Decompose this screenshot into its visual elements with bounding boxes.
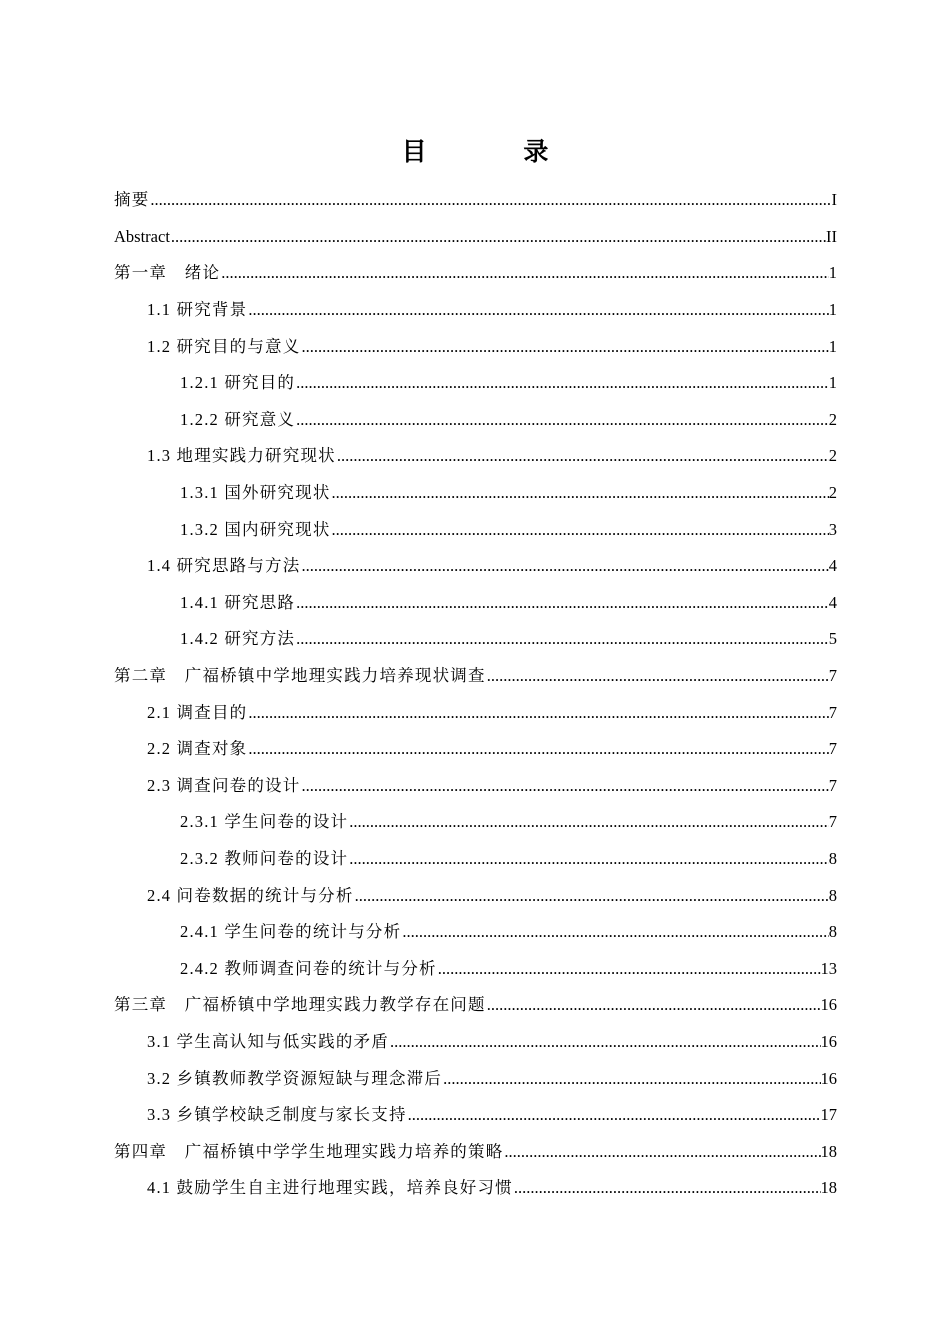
- toc-entry-page-number: 8: [828, 922, 837, 942]
- toc-entry-page-number: 17: [820, 1105, 837, 1125]
- toc-entry-label: 3.3 乡镇学校缺乏制度与家长支持: [147, 1105, 407, 1125]
- toc-entry[interactable]: [0, 292, 950, 329]
- toc-entry-page-number: 7: [828, 666, 837, 686]
- toc-entry[interactable]: [0, 987, 950, 1024]
- toc-dot-leader: [248, 300, 828, 320]
- toc-entry-label: 第三章 广福桥镇中学地理实践力教学存在问题: [114, 995, 486, 1015]
- toc-entry[interactable]: [0, 402, 950, 439]
- toc-entry[interactable]: [0, 219, 950, 256]
- toc-dot-leader: [301, 337, 828, 357]
- toc-entry[interactable]: [0, 1097, 950, 1134]
- toc-dot-leader: [504, 1142, 820, 1162]
- toc-entry-page-number: 2: [828, 483, 837, 503]
- toc-entry-page-number: II: [826, 226, 837, 246]
- toc-entry-page-number: 7: [828, 702, 837, 722]
- toc-dot-leader: [296, 629, 829, 649]
- toc-dot-leader: [349, 812, 829, 832]
- toc-entry[interactable]: [0, 804, 950, 841]
- toc-entry-label: 3.2 乡镇教师教学资源短缺与理念滞后: [147, 1068, 443, 1088]
- toc-entry-page-number: 1: [828, 263, 837, 283]
- toc-entry-page-number: 2: [828, 409, 837, 429]
- toc-entry[interactable]: [0, 658, 950, 695]
- toc-entry-page-number: 13: [820, 958, 837, 978]
- toc-dot-leader: [487, 666, 829, 686]
- toc-entry-page-number: 18: [820, 1141, 837, 1161]
- toc-dot-leader: [296, 593, 829, 613]
- toc-dot-leader: [402, 922, 828, 942]
- toc-entry-label: 2.1 调查目的: [147, 702, 248, 722]
- toc-dot-leader: [349, 849, 829, 869]
- toc-entry[interactable]: [0, 255, 950, 292]
- toc-entry-page-number: 7: [828, 775, 837, 795]
- toc-entry[interactable]: [0, 182, 950, 219]
- toc-dot-leader: [301, 556, 828, 576]
- toc-entry[interactable]: [0, 585, 950, 622]
- toc-dot-leader: [487, 995, 821, 1015]
- toc-entry[interactable]: [0, 731, 950, 768]
- toc-title: 目 录: [401, 137, 593, 166]
- toc-entry-label: 2.4.2 教师调查问卷的统计与分析: [180, 958, 437, 978]
- toc-entry-label: 2.3.2 教师问卷的设计: [180, 848, 349, 868]
- toc-entry-label: 1.3.2 国内研究现状: [180, 519, 331, 539]
- toc-dot-leader: [438, 959, 821, 979]
- toc-dot-leader: [248, 703, 828, 723]
- toc-entry-label: 2.4.1 学生问卷的统计与分析: [180, 922, 402, 942]
- toc-entry-label: 1.2 研究目的与意义: [147, 336, 301, 356]
- toc-entry[interactable]: [0, 511, 950, 548]
- toc-entry-page-number: 7: [828, 739, 837, 759]
- toc-entry[interactable]: [0, 621, 950, 658]
- toc-entry-label: 2.3 调查问卷的设计: [147, 775, 301, 795]
- toc-entry-page-number: 16: [820, 995, 837, 1015]
- toc-entry[interactable]: [0, 841, 950, 878]
- toc-entry[interactable]: [0, 365, 950, 402]
- toc-entry-page-number: 1: [828, 300, 837, 320]
- toc-entry-page-number: 4: [828, 592, 837, 612]
- toc-entry[interactable]: [0, 1133, 950, 1170]
- toc-entry-page-number: I: [831, 190, 837, 210]
- toc-entry[interactable]: [0, 768, 950, 805]
- toc-entry-label: 1.1 研究背景: [147, 300, 248, 320]
- toc-entry[interactable]: [0, 1060, 950, 1097]
- toc-dot-leader: [221, 263, 829, 283]
- toc-entry-page-number: 3: [828, 519, 837, 539]
- toc-dot-leader: [514, 1178, 821, 1198]
- toc-dot-leader: [150, 190, 831, 210]
- toc-entry-label: 1.3 地理实践力研究现状: [147, 446, 336, 466]
- toc-entry-page-number: 7: [828, 812, 837, 832]
- toc-dot-leader: [296, 373, 829, 393]
- toc-entry-label: 1.2.1 研究目的: [180, 373, 296, 393]
- toc-dot-leader: [171, 227, 826, 247]
- toc-entry[interactable]: [0, 877, 950, 914]
- toc-entry[interactable]: [0, 438, 950, 475]
- toc-entry-page-number: 16: [820, 1068, 837, 1088]
- toc-entry-label: 1.2.2 研究意义: [180, 409, 296, 429]
- toc-entry[interactable]: [0, 1024, 950, 1061]
- toc-dot-leader: [408, 1105, 821, 1125]
- toc-dot-leader: [332, 520, 829, 540]
- toc-dot-leader: [355, 886, 829, 906]
- toc-dot-leader: [248, 739, 828, 759]
- toc-entry-label: 1.3.1 国外研究现状: [180, 483, 331, 503]
- toc-entry-page-number: 1: [828, 373, 837, 393]
- toc-entry[interactable]: [0, 475, 950, 512]
- toc-entry-label: 2.2 调查对象: [147, 739, 248, 759]
- toc-entry[interactable]: [0, 328, 950, 365]
- toc-entry-label: 1.4.2 研究方法: [180, 629, 296, 649]
- toc-entry-page-number: 1: [828, 336, 837, 356]
- toc-entry-label: 1.4.1 研究思路: [180, 592, 296, 612]
- toc-entry[interactable]: [0, 1170, 950, 1207]
- toc-entry[interactable]: [0, 914, 950, 951]
- toc-entry[interactable]: [0, 548, 950, 585]
- toc-entry-label: 2.3.1 学生问卷的设计: [180, 812, 349, 832]
- toc-entry-label: 摘要: [114, 190, 150, 210]
- toc-entry-label: 4.1 鼓励学生自主进行地理实践，培养良好习惯: [147, 1178, 513, 1198]
- toc-entry-page-number: 8: [828, 885, 837, 905]
- toc-entry-page-number: 8: [828, 848, 837, 868]
- toc-entry-label: 第一章 绪论: [114, 263, 221, 283]
- toc-entry-label: Abstract: [114, 226, 170, 246]
- toc-entry-page-number: 16: [820, 1031, 837, 1051]
- toc-dot-leader: [332, 483, 829, 503]
- toc-dot-leader: [337, 446, 829, 466]
- toc-entry-page-number: 4: [828, 556, 837, 576]
- toc-entry-page-number: 2: [828, 446, 837, 466]
- toc-entry[interactable]: [0, 694, 950, 731]
- toc-entry-label: 1.4 研究思路与方法: [147, 556, 301, 576]
- toc-entry-label: 第四章 广福桥镇中学学生地理实践力培养的策略: [114, 1141, 504, 1161]
- toc-entry-page-number: 5: [828, 629, 837, 649]
- toc-dot-leader: [296, 410, 829, 430]
- toc-entry-label: 第二章 广福桥镇中学地理实践力培养现状调查: [114, 666, 486, 686]
- toc-dot-leader: [443, 1069, 820, 1089]
- toc-entry-label: 2.4 问卷数据的统计与分析: [147, 885, 354, 905]
- toc-entry-label: 3.1 学生高认知与低实践的矛盾: [147, 1031, 389, 1051]
- toc-entry-page-number: 18: [820, 1178, 837, 1198]
- toc-list: [0, 182, 950, 1207]
- toc-dot-leader: [390, 1032, 821, 1052]
- toc-dot-leader: [301, 776, 828, 796]
- toc-entry[interactable]: [0, 950, 950, 987]
